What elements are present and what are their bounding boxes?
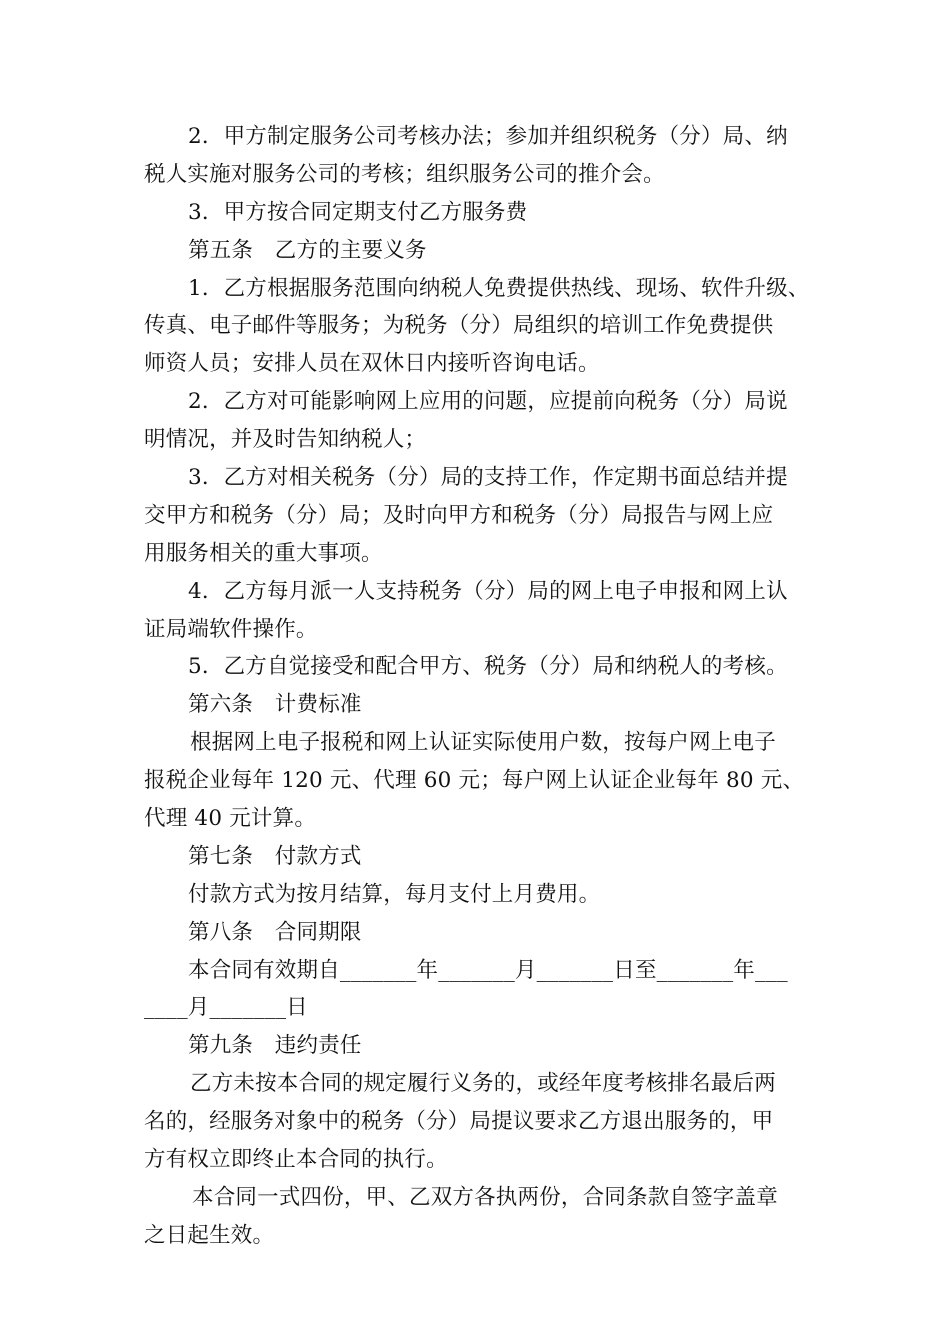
paragraph-line: 之日起生效。 <box>144 1222 275 1248</box>
paragraph-line: 本合同一式四份，甲、乙双方各执两份，合同条款自签字盖章 <box>192 1184 778 1210</box>
paragraph-line: 证局端软件操作。 <box>144 616 318 642</box>
paragraph-line: ____月_______日 <box>144 995 308 1021</box>
paragraph-line: 本合同有效期自_______年_______月_______日至_______年___ <box>188 957 788 983</box>
section-heading: 第八条 合同期限 <box>188 919 362 945</box>
paragraph-line: 用服务相关的重大事项。 <box>144 540 383 566</box>
section-heading: 第七条 付款方式 <box>188 843 362 869</box>
paragraph-line: 3．甲方按合同定期支付乙方服务费 <box>188 199 528 225</box>
paragraph-line: 根据网上电子报税和网上认证实际使用户数，按每户网上电子 <box>190 730 776 756</box>
paragraph-line: 税人实施对服务公司的考核；组织服务公司的推介会。 <box>144 161 665 187</box>
paragraph-line: 方有权立即终止本合同的执行。 <box>144 1147 448 1173</box>
paragraph-line: 明情况，并及时告知纳税人； <box>144 427 427 453</box>
paragraph-line: 交甲方和税务（分）局；及时向甲方和税务（分）局报告与网上应 <box>144 502 774 528</box>
paragraph-line: 代理 40 元计算。 <box>144 806 317 832</box>
paragraph-line: 4．乙方每月派一人支持税务（分）局的网上电子申报和网上认 <box>188 578 788 604</box>
paragraph-line: 乙方未按本合同的规定履行义务的，或经年度考核排名最后两 <box>190 1071 776 1097</box>
paragraph-line: 传真、电子邮件等服务；为税务（分）局组织的培训工作免费提供 <box>144 313 774 339</box>
paragraph-line: 2．乙方对可能影响网上应用的问题，应提前向税务（分）局说 <box>188 389 788 415</box>
paragraph-line: 5．乙方自觉接受和配合甲方、税务（分）局和纳税人的考核。 <box>188 654 788 680</box>
section-heading: 第六条 计费标准 <box>188 692 362 718</box>
paragraph-line: 3．乙方对相关税务（分）局的支持工作，作定期书面总结并提 <box>188 465 788 491</box>
contract-page <box>144 118 834 1255</box>
paragraph-line: 2．甲方制定服务公司考核办法；参加并组织税务（分）局、纳 <box>188 124 788 149</box>
section-heading: 第五条 乙方的主要义务 <box>188 237 427 263</box>
paragraph-line: 师资人员；安排人员在双休日内接听咨询电话。 <box>144 351 600 377</box>
paragraph-line: 报税企业每年 120 元、代理 60 元；每户网上认证企业每年 80 元、 <box>144 768 805 794</box>
paragraph-line: 1．乙方根据服务范围向纳税人免费提供热线、现场、软件升级、 <box>188 275 810 301</box>
paragraph-line: 名的，经服务对象中的税务（分）局提议要求乙方退出服务的，甲 <box>144 1109 774 1135</box>
paragraph-line: 付款方式为按月结算，每月支付上月费用。 <box>188 881 601 907</box>
section-heading: 第九条 违约责任 <box>188 1033 362 1059</box>
